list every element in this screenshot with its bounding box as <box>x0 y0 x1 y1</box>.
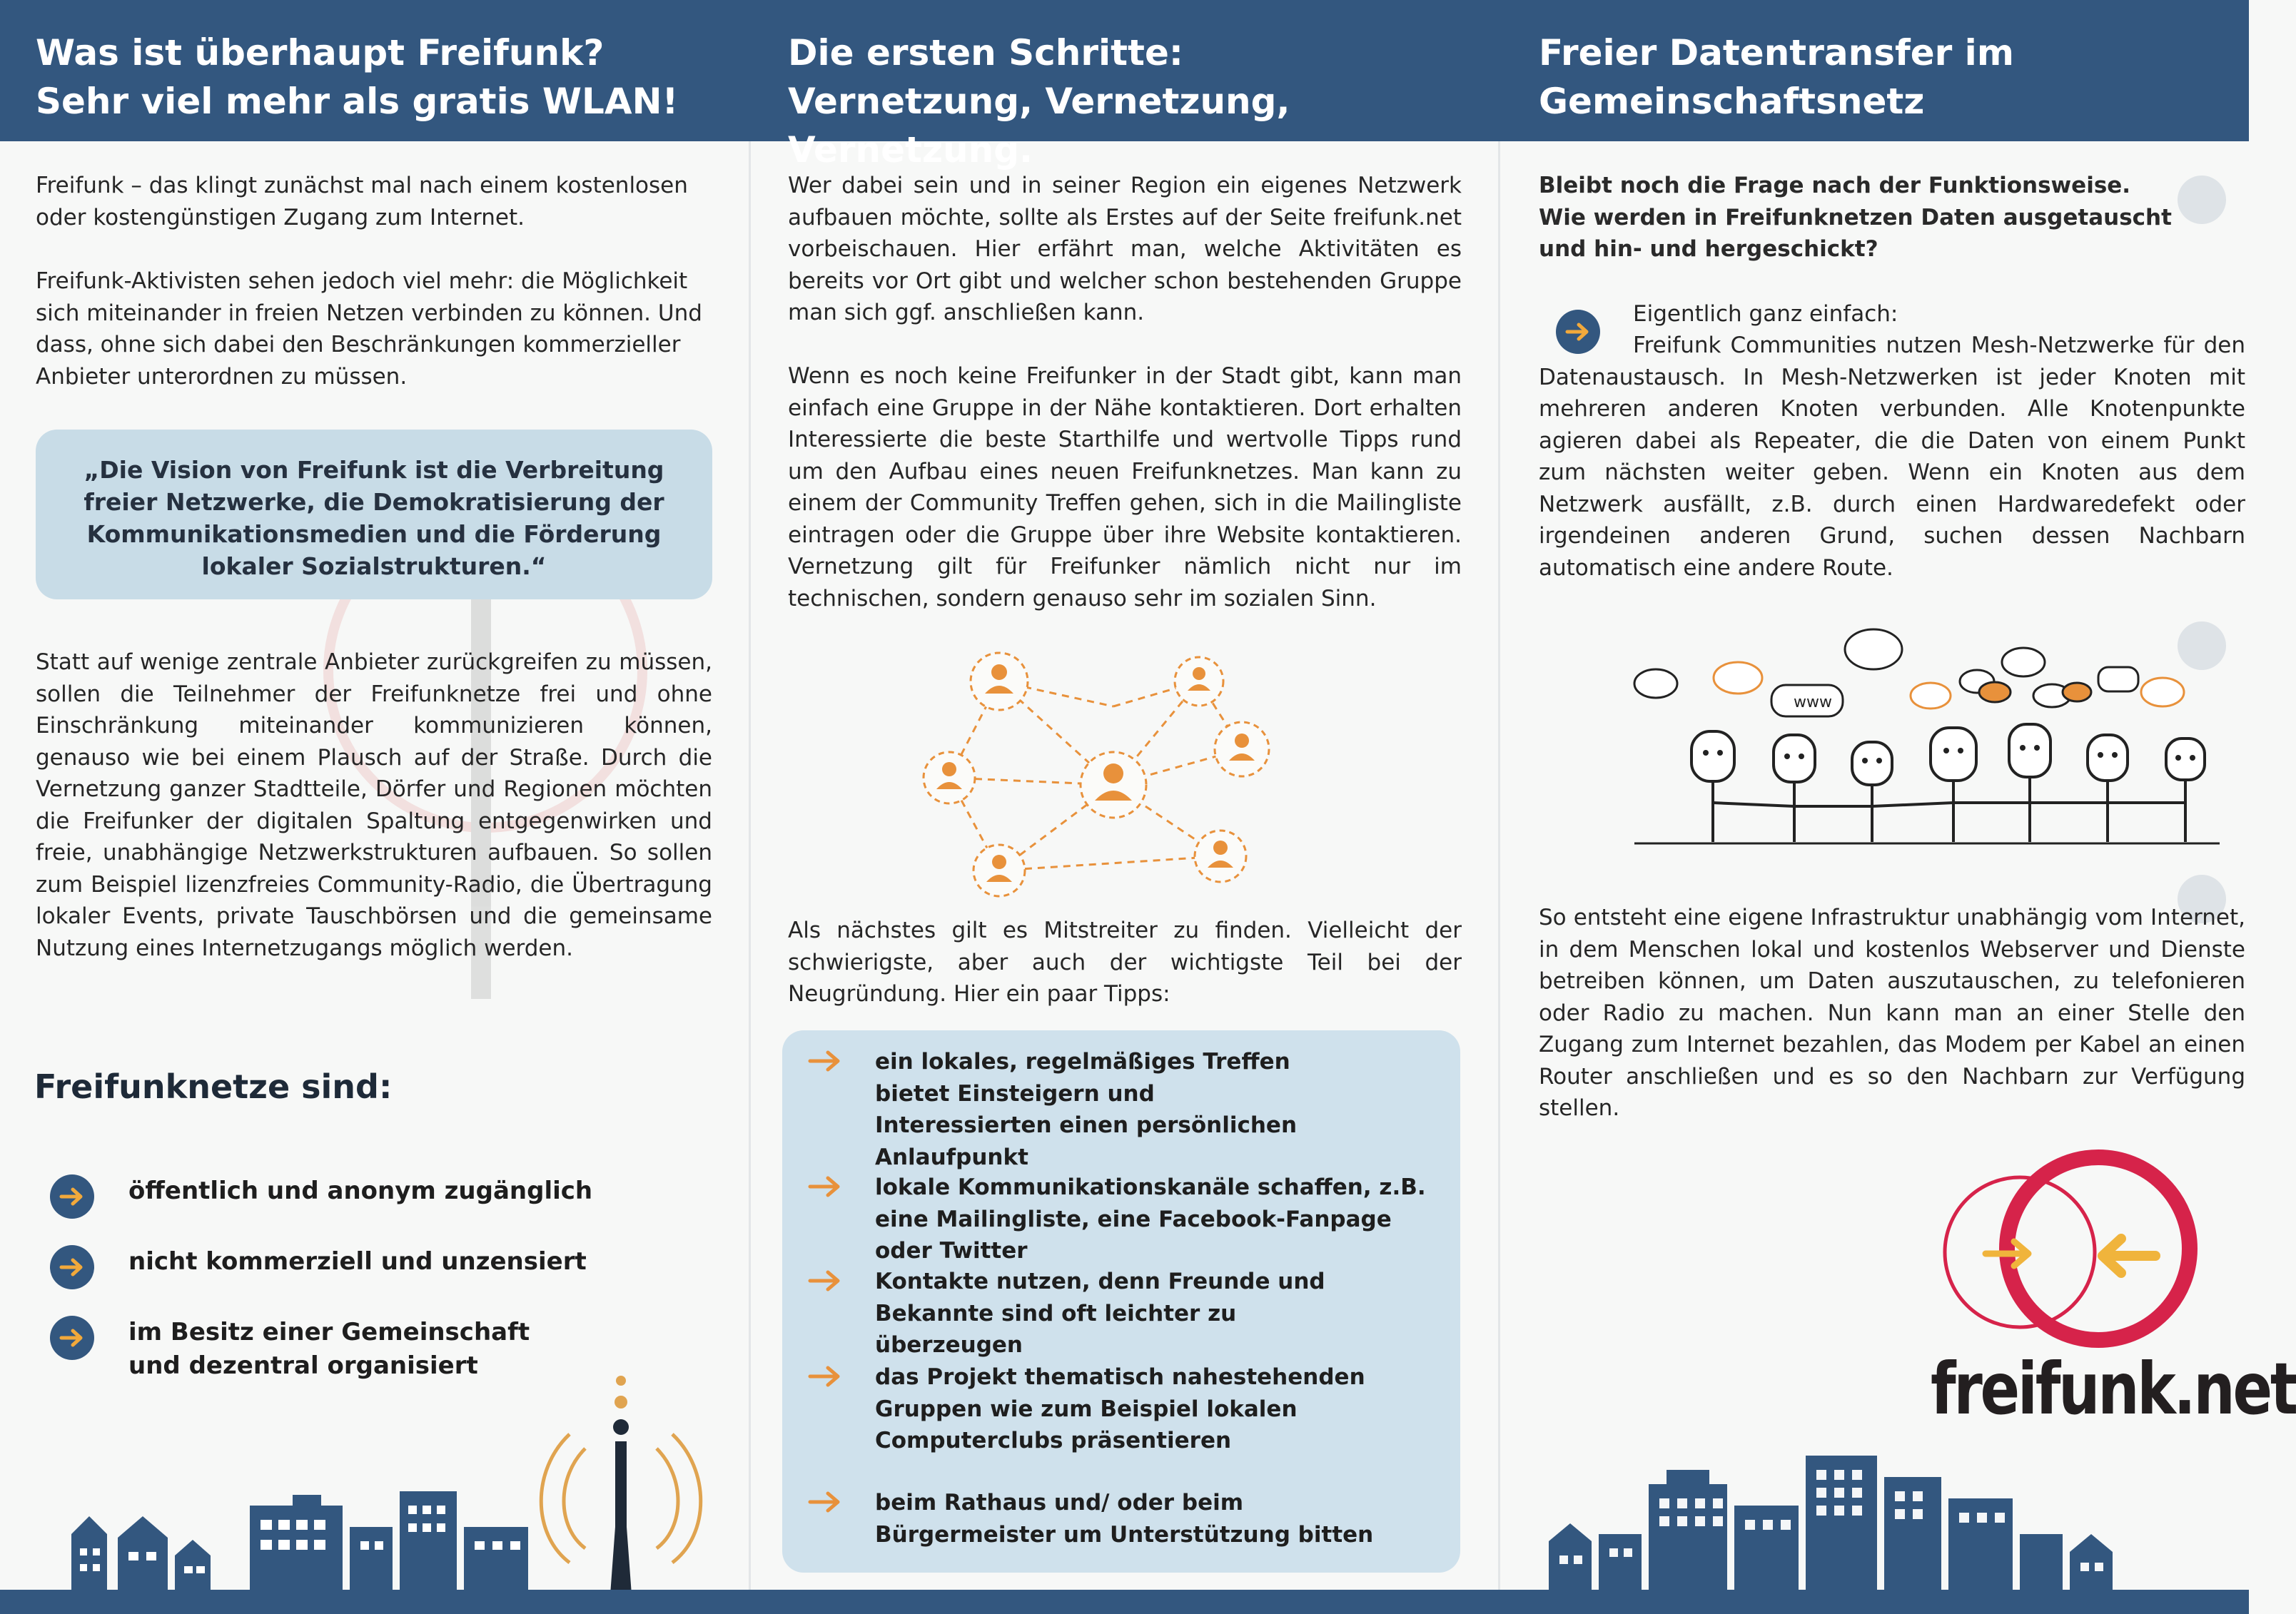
tip-item <box>804 1046 1318 1173</box>
list-item-line: im Besitz einer Gemeinschaft <box>128 1318 530 1346</box>
antenna-icon <box>541 1376 701 1595</box>
city-skyline-icon <box>57 1313 749 1595</box>
arrow-right-icon <box>804 1049 846 1073</box>
column-first-steps <box>749 0 1499 1614</box>
activists-paragraph: Freifunk-Aktivisten sehen jedoch viel mehr: die Möglichkeit sich miteinander in freien Netzen verbinden zu können. Und dass, ohne sich dabei den Beschränkungen kommerzieller Anbieter unterordnen zu müssen. <box>36 268 702 390</box>
arrow-right-icon <box>50 1174 94 1219</box>
city-skyline-icon <box>1542 1441 2248 1591</box>
tip-label: lokale Kommunikationskanäle schaffen, z.B. eine Mailingliste, eine Facebook-Fanpage oder Twitter <box>875 1174 1426 1264</box>
list-item-label: nicht kommerziell und unzensiert <box>128 1247 587 1276</box>
answer-intro: Eigentlich ganz einfach: <box>1633 301 1898 327</box>
list-item-label: öffentlich und anonym zugänglich <box>128 1177 593 1205</box>
intro-paragraph: Wer dabei sein und in seiner Region ein eigenes Netzwerk aufbauen möchte, sollte als Erstes auf der Seite freifunk.net vorbeischauen. Hier erfährt man, welche Aktivitäten es bereits vor Ort gibt und welcher schon bestehenden Gruppe man sich ggf. anschließen kann. <box>788 173 1462 325</box>
vision-quote: „Die Vision von Freifunk ist die Verbreitung freier Netzwerke, die Demokratisierung der Kommunikationsmedien und die Förderung lokaler Sozialstrukturen.“ <box>84 456 664 580</box>
people-chat-illustration <box>1606 628 2234 863</box>
tip-item <box>804 1172 1446 1267</box>
arrow-right-icon <box>50 1245 94 1289</box>
column-title <box>36 29 678 126</box>
question-text: Bleibt noch die Frage nach der Funktionsweise. Wie werden in Freifunknetzen Daten ausgetauscht und hin- und hergeschickt? <box>1539 173 2172 262</box>
tip-label: ein lokales, regelmäßiges Treffen bietet Einsteigern und Interessierten einen persönlichen Anlaufpunkt <box>875 1049 1298 1170</box>
bubble-text: www <box>1794 694 1832 711</box>
column-what-is-freifunk <box>0 0 749 1614</box>
arrow-right-icon <box>804 1364 846 1389</box>
arrow-right-icon <box>804 1269 846 1293</box>
tip-label: beim Rathaus und/ oder beim Bürgermeister um Unterstützung bitten <box>875 1490 1374 1548</box>
title-line: Gemeinschaftsnetz <box>1539 81 1925 122</box>
title-line: Freier Datentransfer im <box>1539 32 2014 73</box>
arrow-right-icon <box>804 1174 846 1199</box>
freifunk-logo-icon <box>1934 1135 2234 1349</box>
people-network-illustration <box>906 642 1306 899</box>
tip-item <box>804 1361 1417 1457</box>
intro-paragraph: Freifunk – das klingt zunächst mal nach einem kostenlosen oder kostengünstigen Zugang zum Internet. <box>36 173 688 230</box>
title-line: Die ersten Schritte: <box>788 32 1183 73</box>
tip-item <box>804 1487 1389 1550</box>
list-item-line: und dezentral organisiert <box>128 1351 478 1380</box>
footer-band <box>0 1590 2249 1614</box>
mesh-paragraph: Freifunk Communities nutzen Mesh-Netzwerke für den Datenaustausch. In Mesh-Netzwerken ist jeder Knoten mit mehreren anderen Knoten verbunden. Alle Knotenpunkte agieren dabei als Repeater, die die Daten von einem Punkt zum nächsten weiter geben. Wenn ein Knoten aus dem Netzwerk ausfällt, z.B. durch einen Hardwaredefekt oder irgendeinen anderen Grund, suchen dessen Nachbarn automatisch eine andere Route. <box>1539 333 2245 581</box>
infrastructure-paragraph: So entsteht eine eigene Infrastruktur unabhängig vom Internet, in dem Menschen lokal und kostenlos Webserver und Dienste betreiben können, um Daten auszutauschen, zu telefonieren oder Radio zu machen. Nun kann man an einer Stelle den Zugang zum Internet bezahlen, das Modem per Kabel an einen Router anschließen und es so den Nachbarn zur Verfügung stellen. <box>1539 905 2245 1121</box>
supporters-paragraph: Als nächstes gilt es Mitstreiter zu finden. Vielleicht der schwierigste, aber auch der wichtigste Teil bei der Neugründung. Hier ein paar Tipps: <box>788 918 1462 1007</box>
arrow-right-icon <box>804 1490 846 1514</box>
list-item <box>50 1245 587 1289</box>
tip-label: das Projekt thematisch nahestehenden Gruppen wie zum Beispiel lokalen Computerclubs präsentieren <box>875 1364 1365 1453</box>
title-line: Vernetzung, Vernetzung, Vernetzung. <box>788 81 1290 171</box>
vision-quote-box <box>36 430 712 599</box>
title-line: Was ist überhaupt Freifunk? <box>36 32 605 73</box>
brand-wordmark: freifunk.net <box>1931 1347 2296 1431</box>
list-heading: Freifunknetze sind: <box>34 1067 393 1106</box>
title-line: Sehr viel mehr als gratis WLAN! <box>36 81 679 122</box>
column-title <box>1539 29 2014 126</box>
column-data-transfer <box>1499 0 2296 1614</box>
tip-item <box>804 1266 1389 1361</box>
column-title <box>788 29 1499 174</box>
list-item <box>50 1174 592 1219</box>
tips-box <box>782 1030 1460 1573</box>
contact-paragraph: Wenn es noch keine Freifunker in der Stadt gibt, kann man einfach eine Gruppe in der Nähe kontaktieren. Dort erhalten Interessierte die beste Starthilfe und wertvolle Tipps rund um den Aufbau eines neuen Freifunknetzes. Man kann zu einem der Community Treffen gehen, sich in die Mailingliste eintragen oder die Gruppe über ihre Website kontaktieren. Vernetzung gilt für Freifunker nämlich nicht nur im technischen, sondern genauso sehr im sozialen Sinn. <box>788 363 1462 611</box>
decentral-paragraph: Statt auf wenige zentrale Anbieter zurückgreifen zu müssen, sollen die Teilnehmer der Freifunknetze frei und ohne Einschränkung miteinander kommunizieren können, genauso wie bei einem Plausch auf der Straße. Durch die Vernetzung ganzer Stadtteile, Dörfer und Regionen möchten die Freifunker der digitalen Spaltung entgegenwirken und freie, unabhängige Netzwerkstrukturen aufbauen. So sollen zum Beispiel lizenzfreies Community-Radio, die Übertragung lokaler Events, private Tauschbörsen und die gemeinsame Nutzung eines Internetzugangs möglich werden. <box>36 649 712 961</box>
tip-label: Kontakte nutzen, denn Freunde und Bekannte sind oft leichter zu überzeugen <box>875 1269 1325 1358</box>
